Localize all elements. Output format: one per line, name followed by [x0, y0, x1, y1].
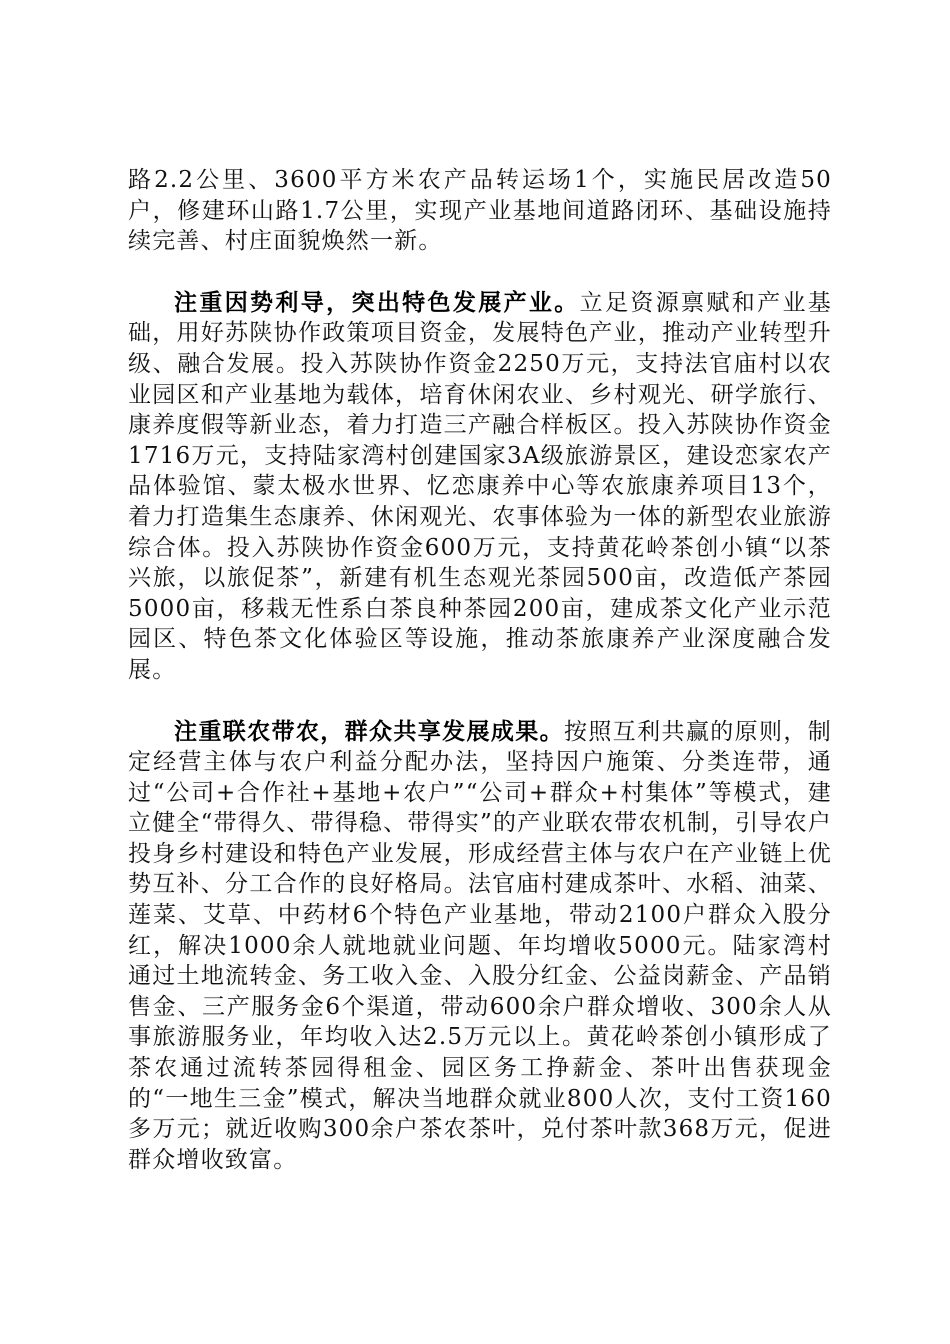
paragraph-farmers-text: 按照互利共赢的原则，制定经营主体与农户利益分配办法，坚持因户施策、分类连带，通过“公司+合作社+基地+农户”“公司+群众+村集体”等模式，建立健全“带得久、带得稳、带得实”的产业联农带农机制，引导农户投身乡村建设和特色产业发展，形成经营主体与农户在产业链上优势互补、分工合作的良好格局。法官庙村建成茶叶、水稻、油菜、莲菜、艾草、中药材6个特色产业基地，带动2100户群众入股分红，解决1000余人就地就业问题、年均增收5000元。陆家湾村通过土地流转金、务工收入金、入股分红金、公益岗薪金、产品销售金、三产服务金6个渠道，带动600余户群众增收、300余人从事旅游服务业，年均收入达2.5万元以上。黄花岭茶创小镇形成了茶农通过流转茶园得租金、园区务工挣薪金、茶叶出售获现金的“一地生三金”模式，解决当地群众就业800人次，支付工资160多万元；就近收购300余户茶农茶叶，兑付茶叶款368万元，促进群众增收致富。 — [128, 718, 832, 1173]
paragraph-farmers — [128, 717, 832, 1176]
paragraph-roads — [128, 165, 832, 257]
paragraph-industry-heading: 注重因势利导，突出特色发展产业。 — [174, 288, 580, 316]
paragraph-industry — [128, 288, 832, 686]
paragraph-industry-text: 立足资源禀赋和产业基础，用好苏陕协作政策项目资金，发展特色产业，推动产业转型升级、融合发展。投入苏陕协作资金2250万元，支持法官庙村以农业园区和产业基地为载体，培育休闲农业、乡村观光、研学旅行、康养度假等新业态，着力打造三产融合样板区。投入苏陕协作资金1716万元，支持陆家湾村创建国家3A级旅游景区，建设恋家农产品体验馆、蒙太极水世界、忆恋康养中心等农旅康养项目13个，着力打造集生态康养、休闲观光、农事体验为一体的新型农业旅游综合体。投入苏陕协作资金600万元，支持黄花岭茶创小镇“以茶兴旅，以旅促茶”，新建有机生态观光茶园500亩，改造低产茶园5000亩，移栽无性系白茶良种茶园200亩，建成茶文化产业示范园区、特色茶文化体验区等设施，推动茶旅康养产业深度融合发展。 — [128, 289, 833, 683]
paragraph-roads-text: 路2.2公里、3600平方米农产品转运场1个，实施民居改造50户，修建环山路1.7公里，实现产业基地间道路闭环、基础设施持续完善、村庄面貌焕然一新。 — [128, 167, 832, 255]
document-page — [128, 165, 832, 1206]
paragraph-farmers-heading: 注重联农带农，群众共享发展成果。 — [174, 717, 565, 745]
